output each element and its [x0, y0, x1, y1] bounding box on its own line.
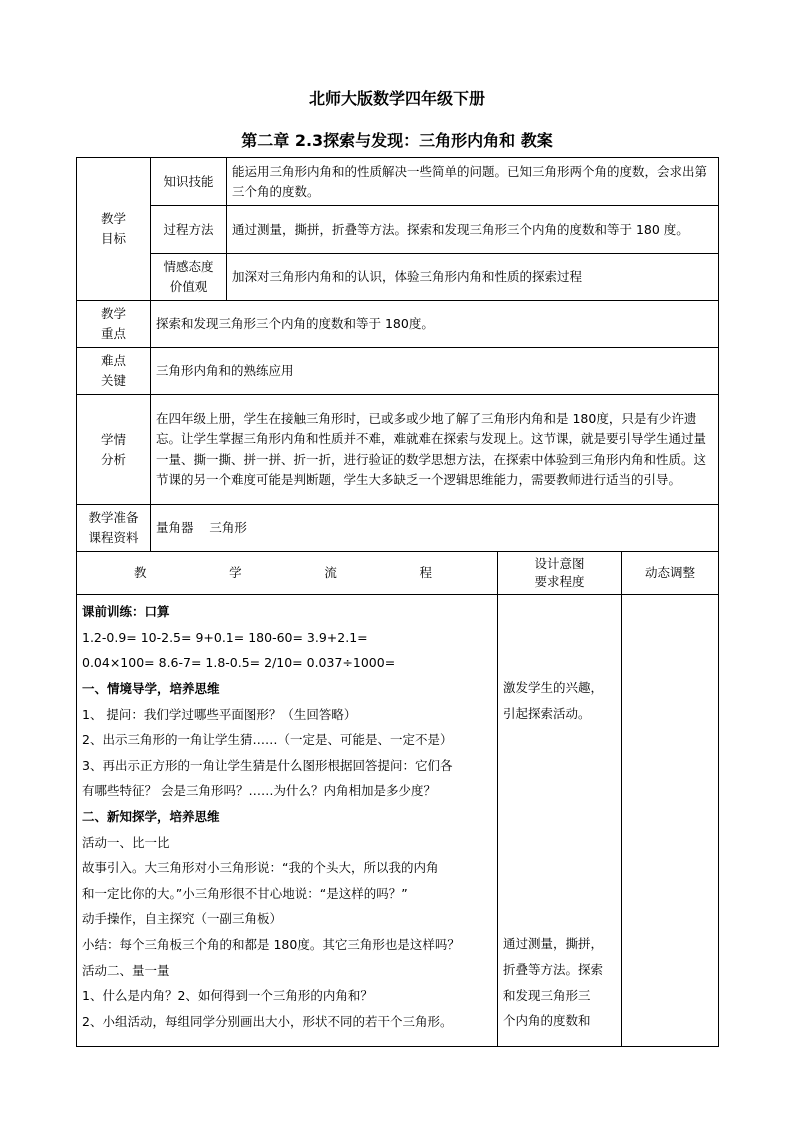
flow-header: [77, 552, 498, 595]
flow-header-char: 程: [419, 565, 432, 581]
design-note: 个内角的度数和: [503, 1013, 591, 1029]
focus-text: 探索和发现三角形三个内角的度数和等于 180度。: [151, 301, 719, 348]
flow-header-char: 流: [324, 565, 337, 581]
process-line: 1.2-0.9= 10-2.5= 9+0.1= 180-60= 3.9+2.1=: [82, 629, 368, 645]
process-line: 2、小组活动，每组同学分别画出大小，形状不同的若干个三角形。: [82, 1013, 453, 1029]
design-intent-cell: [498, 595, 622, 1047]
process-line: 课前训练：口算: [82, 604, 170, 620]
focus-label: 教学 重点: [77, 301, 151, 348]
materials-text: 量角器 三角形: [151, 505, 719, 552]
objective-label-knowledge: 知识技能: [151, 158, 227, 206]
dynamic-adjust-header: 动态调整: [622, 552, 719, 595]
materials-label: 教学准备 课程资料: [77, 505, 151, 552]
dynamic-adjust-cell: [622, 595, 719, 1047]
lesson-title: 第二章 2.3探索与发现：三角形内角和 教案: [241, 131, 553, 150]
process-line: 故事引入。大三角形对小三角形说：“我的个头大，所以我的内角: [82, 860, 439, 876]
design-intent-header: 设计意图 要求程度: [498, 552, 622, 595]
design-note: 引起探索活动。: [503, 705, 591, 721]
process-line: 一、情境导学，培养思维: [82, 681, 220, 697]
process-line: 1、 提问：我们学过哪些平面图形？（生回答略）: [82, 706, 357, 722]
process-line: 有哪些特征？ 会是三角形吗？……为什么？内角相加是多少度？: [82, 783, 436, 799]
objectives-label: 教学 目标: [77, 158, 151, 301]
objective-label-process: 过程方法: [151, 206, 227, 254]
objective-text-process: 通过测量，撕拼，折叠等方法。探索和发现三角形三个内角的度数和等于 180 度。: [227, 206, 719, 254]
process-line: 和一定比你的大。”小三角形很不甘心地说：“是这样的吗？”: [82, 885, 408, 901]
flow-header-char: 学: [229, 565, 242, 581]
objective-text-attitude: 加深对三角形内角和的认识，体验三角形内角和性质的探索过程: [227, 254, 719, 301]
process-line: 活动一、比一比: [82, 834, 170, 850]
objective-text-knowledge: 能运用三角形内角和的性质解决一些简单的问题。已知三角形两个角的度数，会求出第三个角的度数。: [227, 158, 719, 206]
document-title: 北师大版数学四年级下册: [308, 89, 485, 108]
difficulty-label: 难点 关键: [77, 348, 151, 395]
analysis-label: 学情 分析: [77, 395, 151, 505]
design-note: 通过测量，撕拼，: [503, 936, 604, 952]
design-note: 和发现三角形三: [503, 987, 591, 1003]
process-line: 二、新知探学，培养思维: [82, 809, 220, 824]
lesson-plan-table: [76, 157, 719, 1047]
flow-header-char: 教: [134, 565, 147, 581]
process-line: 小结：每个三角板三个角的和都是 180度。其它三角形也是这样吗？: [82, 936, 460, 952]
process-line: 0.04×100= 8.6-7= 1.8-0.5= 2/10= 0.037÷1000=: [82, 655, 396, 671]
teaching-process: [77, 595, 498, 1047]
objective-label-attitude: 情感态度 价值观: [151, 254, 227, 301]
difficulty-text: 三角形内角和的熟练应用: [151, 348, 719, 395]
design-note: 折叠等方法。探索: [503, 962, 604, 978]
design-note: 激发学生的兴趣，: [503, 680, 604, 696]
process-line: 2、出示三角形的一角让学生猜……（一定是、可能是、一定不是）: [82, 732, 453, 748]
process-line: 动手操作，自主探究（一副三角板）: [82, 911, 283, 927]
process-line: 3、再出示正方形的一角让学生猜是什么图形根据回答提问：它们各: [82, 757, 453, 773]
analysis-text: 在四年级上册，学生在接触三角形时，已或多或少地了解了三角形内角和是 180度，只是有少许遗忘。让学生掌握三角形内角和性质并不难，难就难在探索与发现上。这节课，就是要引导学生通过量一量、撕一撕、拼一拼、折一折，进行验证的数学思想方法，在探索中体验到三角形内角和性质。这节课的另一个难度可能是判断题，学生大多缺乏一个逻辑思维能力，需要教师进行适当的引导。: [151, 395, 719, 505]
process-line: 1、什么是内角？2、如何得到一个三角形的内角和？: [82, 988, 373, 1004]
process-line: 活动二、量一量: [82, 962, 170, 978]
